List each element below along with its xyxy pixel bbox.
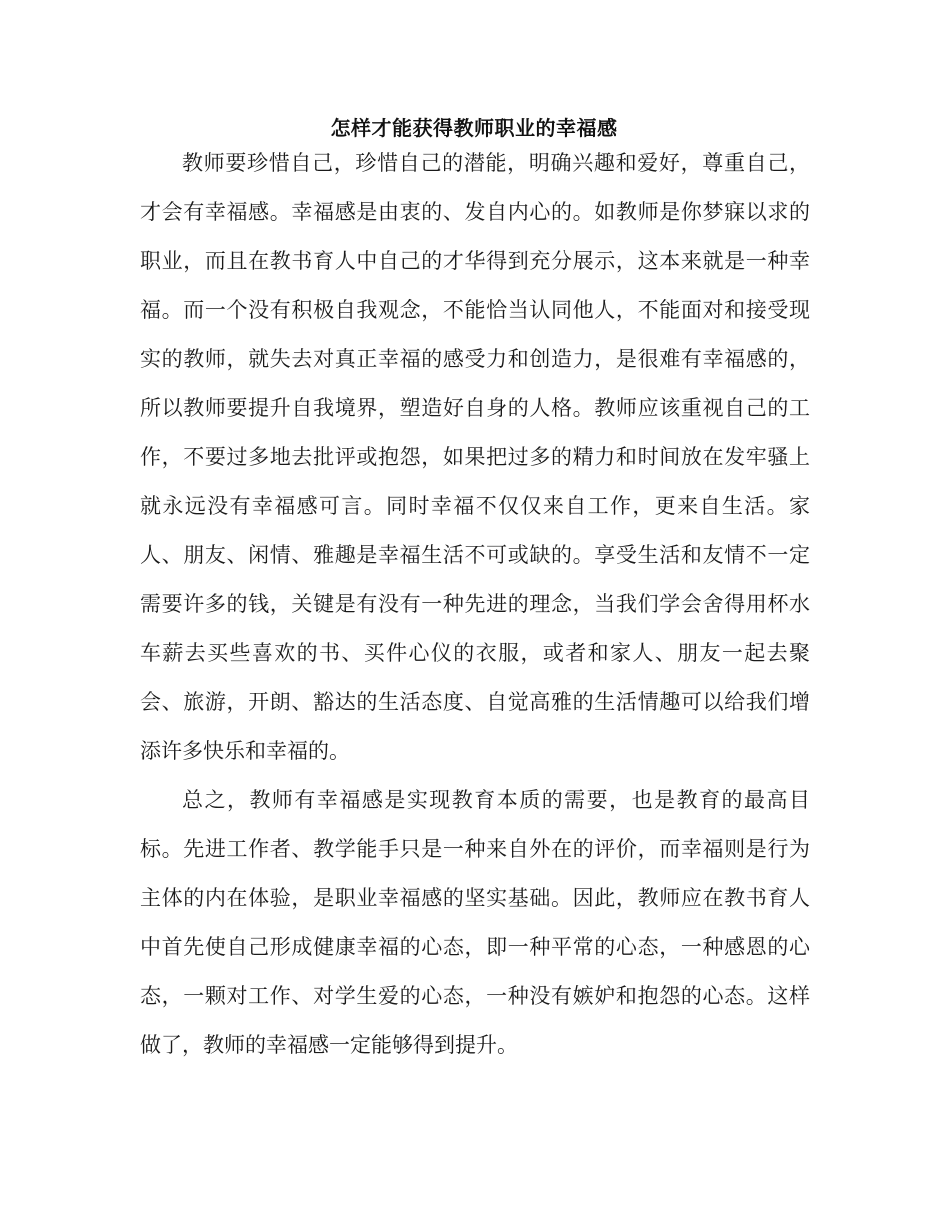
paragraph-2: 总之，教师有幸福感是实现教育本质的需要，也是教育的最高目标。先进工作者、教学能手只是一种来自外在的评价，而幸福则是行为主体的内在体验，是职业幸福感的坚实基础。因此，教师应在教书育人中首先使自己形成健康幸福的心态，即一种平常的心态，一种感恩的心态，一颗对工作、对学生爱的心态，一种没有嫉妒和抱怨的心态。这样做了，教师的幸福感一定能够得到提升。	[140, 788, 810, 1057]
paragraph-1: 教师要珍惜自己，珍惜自己的潜能，明确兴趣和爱好，尊重自己，才会有幸福感。幸福感是由衷的、发自内心的。如教师是你梦寐以求的职业，而且在教书育人中自己的才华得到充分展示，这本来就是一种幸福。而一个没有积极自我观念，不能恰当认同他人，不能面对和接受现实的教师，就失去对真正幸福的感受力和创造力，是很难有幸福感的，所以教师要提升自我境界，塑造好自身的人格。教师应该重视自己的工作，不要过多地去批评或抱怨，如果把过多的精力和时间放在发牢骚上就永远没有幸福感可言。同时幸福不仅仅来自工作，更来自生活。家人、朋友、闲情、雅趣是幸福生活不可或缺的。享受生活和友情不一定需要许多的钱，关键是有没有一种先进的理念，当我们学会舍得用杯水车薪去买些喜欢的书、买件心仪的衣服，或者和家人、朋友一起去聚会、旅游，开朗、豁达的生活态度、自觉高雅的生活情趣可以给我们增添许多快乐和幸福的。	[140, 151, 810, 763]
document-title: 怎样才能获得教师职业的幸福感	[330, 116, 618, 140]
document-body	[140, 139, 810, 1070]
